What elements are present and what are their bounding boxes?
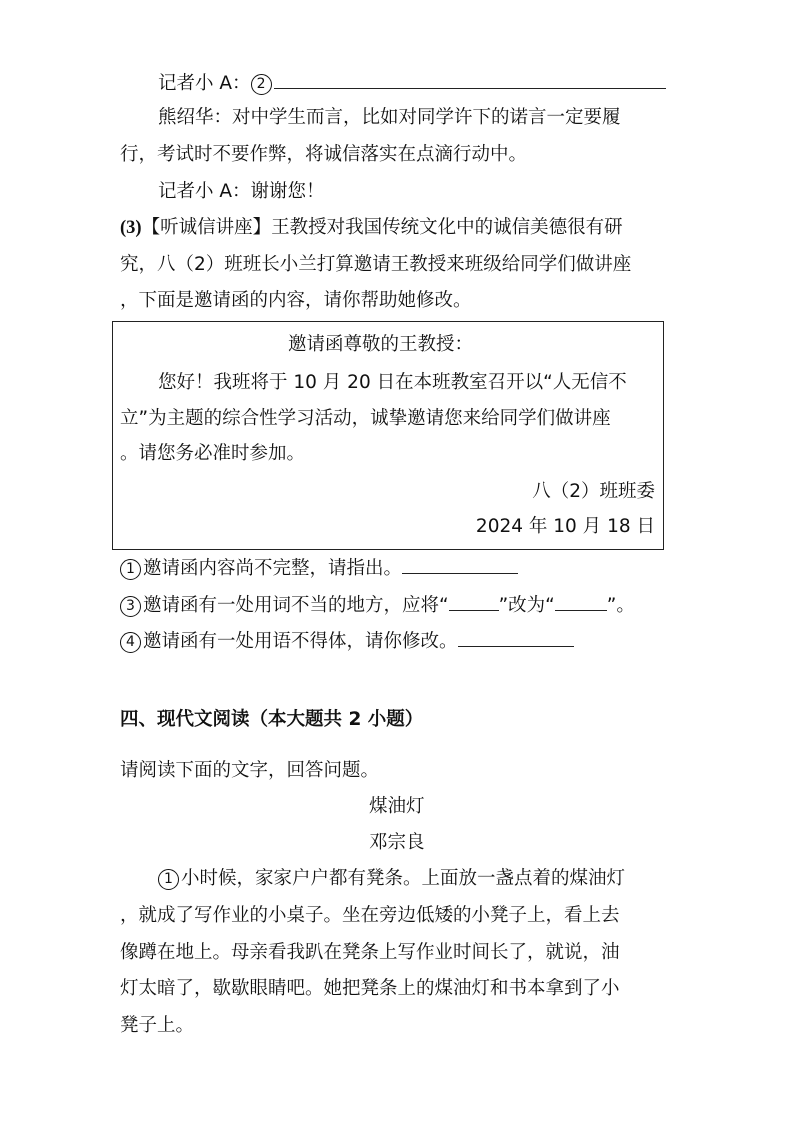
subquestion-text: 邀请函内容尚不完整，请指出。: [143, 558, 403, 579]
circled-number: 1: [158, 869, 179, 890]
speaker-label: 记者小 A：: [158, 73, 251, 94]
circled-number: 3: [120, 596, 141, 617]
answer-blank[interactable]: [555, 590, 607, 611]
interview-line-4: 记者小 A：谢谢您！: [158, 181, 325, 202]
invitation-signer: 八（2）班班委: [532, 481, 655, 502]
answer-blank[interactable]: [458, 626, 574, 647]
subquestion-text: 邀请函有一处用语不得体，请你修改。: [143, 631, 458, 652]
interview-line-3: 行，考试时不要作弊，将诚信落实在点滴行动中。: [120, 144, 528, 165]
circled-number: 1: [120, 559, 141, 580]
paragraph-1-line-4: 灯太暗了，歇歇眼睛吧。她把凳条上的煤油灯和书本拿到了小: [120, 978, 620, 999]
section-title: 四、现代文阅读（本大题共 2 小题）: [120, 709, 424, 730]
subquestion-1: [120, 553, 518, 581]
answer-blank[interactable]: [402, 553, 518, 574]
q3-line-2: 究，八（2）班班长小兰打算邀请王教授来班级给同学们做讲座: [120, 254, 632, 275]
article-author: 邓宗良: [369, 832, 425, 853]
paragraph-1-line-2: ，就成了写作业的小桌子。坐在旁边低矮的小凳子上，看上去: [120, 905, 620, 926]
subquestion-3: [120, 590, 635, 618]
q3-tag: 【听诚信讲座】: [141, 217, 272, 238]
answer-blank[interactable]: [449, 590, 499, 611]
interview-line-1: [158, 68, 666, 96]
interview-line-2: 熊绍华：对中学生而言，比如对同学许下的诺言一定要履: [158, 107, 621, 128]
invitation-body-3: 。请您务必准时参加。: [120, 443, 306, 464]
q3-line-3: ，下面是邀请函的内容，请你帮助她修改。: [120, 290, 472, 311]
q3-number: (3): [120, 218, 142, 238]
paragraph-text: 小时候，家家户户都有凳条。上面放一盏点着的煤油灯: [181, 868, 626, 889]
subquestion-text: ”。: [606, 595, 635, 616]
subquestion-text: ”改为“: [498, 595, 555, 616]
invitation-body-2: 立”为主题的综合性学习活动，诚挚邀请您来给同学们做讲座: [120, 408, 611, 429]
section-instruction: 请阅读下面的文字，回答问题。: [120, 760, 380, 781]
subquestion-4: [120, 626, 574, 654]
subquestion-text: 邀请函有一处用词不当的地方，应将“: [143, 595, 449, 616]
circled-number: 4: [120, 632, 141, 653]
invitation-body-1: 您好！我班将于 10 月 20 日在本班教室召开以“人无信不: [158, 372, 627, 393]
paragraph-1-line-3: 像蹲在地上。母亲看我趴在凳条上写作业时间长了，就说，油: [120, 942, 620, 963]
invitation-heading: 邀请函尊敬的王教授：: [288, 334, 474, 355]
article-title: 煤油灯: [369, 796, 425, 817]
q3-text: 王教授对我国传统文化中的诚信美德很有研: [271, 217, 623, 238]
paragraph-1-line-5: 凳子上。: [120, 1015, 195, 1036]
invitation-date: 2024 年 10 月 18 日: [475, 516, 655, 537]
q3-line-1: [120, 213, 623, 239]
paragraph-1-line-1: [158, 864, 625, 891]
circled-number: 2: [251, 74, 272, 95]
answer-blank[interactable]: [274, 68, 666, 89]
